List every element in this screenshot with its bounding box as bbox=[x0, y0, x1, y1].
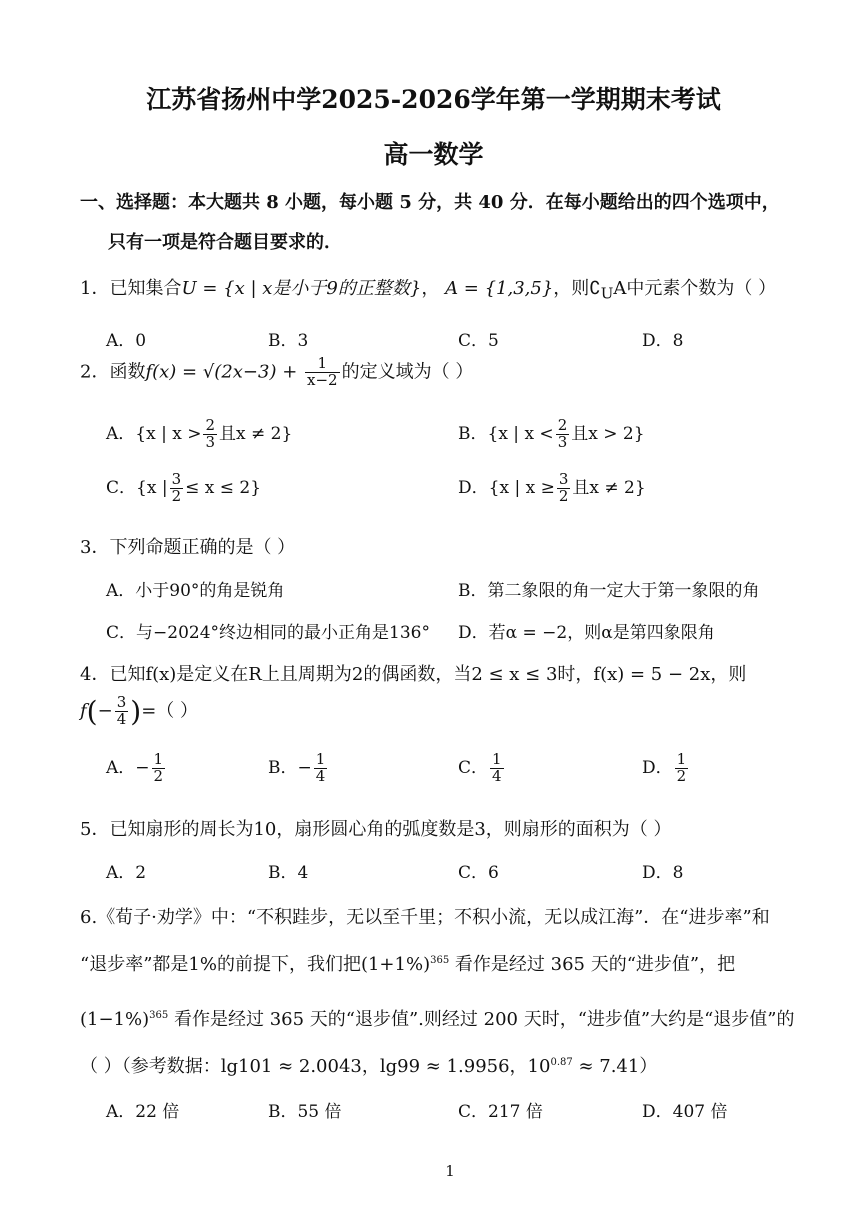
fraction-numerator: 1 bbox=[315, 750, 326, 768]
option-text: {x | x < bbox=[487, 423, 554, 444]
fraction-numerator: 1 bbox=[676, 750, 687, 768]
question-5 bbox=[80, 815, 672, 841]
section-heading: 一、选择题：本大题共 8 小题，每小题 5 分，共 40 分．在每小题给出的四个选项中， bbox=[80, 192, 780, 213]
option-b: B．4 bbox=[268, 863, 309, 883]
option-label: D． bbox=[458, 477, 489, 498]
option-d bbox=[458, 472, 646, 505]
question-text: （ ）（参考数据：lg101 ≈ 2.0043，lg99 ≈ 1.9956，10 bbox=[80, 1056, 551, 1077]
fraction-denominator: 4 bbox=[116, 710, 127, 728]
question-6-line3 bbox=[80, 1005, 795, 1031]
option-label: A． bbox=[106, 757, 136, 778]
question-text: 《荀子·劝学》中：“不积跬步，无以至千里；不积小流，无以成江海”．在“进步率”和 bbox=[97, 907, 770, 928]
question-text: 看作是经过 365 天的“进步值”，把 bbox=[454, 954, 736, 975]
question-number: 6. bbox=[80, 907, 98, 928]
option-b bbox=[268, 752, 329, 785]
question-4 bbox=[80, 660, 746, 686]
option-a: A．0 bbox=[106, 331, 147, 351]
fraction-numerator: 3 bbox=[171, 470, 182, 488]
question-text: 函数 bbox=[109, 361, 146, 383]
question-text: 的定义域为（ ） bbox=[341, 361, 474, 383]
fraction bbox=[556, 418, 570, 451]
option-c: C．6 bbox=[458, 863, 499, 883]
option-a bbox=[106, 418, 292, 451]
option-c bbox=[458, 752, 506, 785]
question-text: 已知集合 bbox=[109, 278, 182, 299]
question-number: 4． bbox=[80, 664, 110, 685]
fraction-denominator: 2 bbox=[676, 766, 687, 785]
fraction bbox=[115, 695, 129, 728]
option-b: B．3 bbox=[268, 331, 309, 351]
question-3 bbox=[80, 533, 295, 559]
question-number: 1． bbox=[80, 278, 110, 299]
fraction-numerator: 1 bbox=[153, 750, 164, 768]
exam-subtitle: 高一数学 bbox=[383, 140, 484, 169]
question-text: 已知f(x)是定义在R上且周期为2的偶函数，当2 ≤ x ≤ 3时，f(x) = 5 − 2x，则 bbox=[109, 664, 747, 685]
question-text: “退步率”都是1%的前提下，我们把(1+1%) bbox=[80, 954, 431, 975]
question-text: 已知扇形的周长为10，扇形圆心角的弧度数是3，则扇形的面积为（ ） bbox=[109, 819, 672, 840]
option-c bbox=[106, 472, 261, 505]
option-text: 且x ≠ 2} bbox=[219, 423, 293, 444]
question-4-expression bbox=[80, 695, 198, 728]
option-d: D．8 bbox=[642, 863, 684, 883]
set-u: U = {x | x是小于9的正整数} bbox=[181, 278, 422, 299]
fraction bbox=[557, 472, 571, 505]
option-b bbox=[458, 418, 645, 451]
question-1: 1．已知集合U = {x | x是小于9的正整数}， A = {1,3,5}，则$∁_UA$中元素个数为（ ） bbox=[80, 278, 777, 303]
question-6-line4 bbox=[80, 1052, 657, 1078]
option-a bbox=[106, 752, 167, 785]
question-text: ≈ 7.41） bbox=[572, 1056, 658, 1077]
option-d: D．若α = −2，则α是第四象限角 bbox=[458, 623, 715, 643]
fraction bbox=[675, 752, 689, 785]
function-name: f bbox=[80, 700, 87, 722]
fraction bbox=[170, 472, 184, 505]
option-d: D．8 bbox=[642, 331, 684, 351]
option-text: {x | bbox=[136, 477, 168, 498]
option-text: {x | x > bbox=[135, 423, 202, 444]
fraction-numerator: 2 bbox=[205, 416, 216, 434]
fraction-numerator: 1 bbox=[492, 750, 502, 768]
fraction bbox=[305, 356, 340, 389]
question-number: 5． bbox=[80, 819, 110, 840]
option-label: C． bbox=[458, 757, 489, 778]
option-c: C．5 bbox=[458, 331, 499, 351]
question-text: 看作是经过 365 天的“退步值”.则经过 200 天时，“进步值”大约是“退步值”的 bbox=[173, 1009, 795, 1030]
question-text: A中元素个数为（ ） bbox=[613, 278, 777, 299]
option-a: A．小于90°的角是锐角 bbox=[106, 581, 285, 601]
exponent: 365 bbox=[149, 1010, 169, 1021]
fraction bbox=[314, 752, 328, 785]
fraction-denominator: x−2 bbox=[307, 370, 338, 389]
subscript: U bbox=[600, 284, 614, 303]
section-heading-line2: 只有一项是符合题目要求的． bbox=[108, 232, 342, 253]
option-a: A．2 bbox=[106, 863, 147, 883]
minus-sign: − bbox=[135, 757, 150, 778]
fraction-denominator: 4 bbox=[315, 766, 326, 785]
fraction-numerator: 3 bbox=[558, 470, 569, 488]
fraction-numerator: 3 bbox=[116, 693, 127, 712]
question-number: 3． bbox=[80, 537, 110, 558]
option-text: 且x ≠ 2} bbox=[572, 477, 646, 498]
page-number: 1 bbox=[445, 1162, 455, 1180]
fraction bbox=[203, 418, 217, 451]
fraction bbox=[490, 752, 504, 785]
option-text: {x | x ≥ bbox=[488, 477, 555, 498]
option-d bbox=[642, 752, 690, 785]
question-2 bbox=[80, 356, 473, 389]
exam-title: 江苏省扬州中学2025-2026学年第一学期期末考试 bbox=[146, 85, 721, 114]
fraction bbox=[152, 752, 166, 785]
question-6 bbox=[80, 903, 770, 929]
option-text: 且x > 2} bbox=[571, 423, 645, 444]
question-number: 2． bbox=[80, 361, 110, 383]
question-text: =（ ） bbox=[141, 700, 198, 722]
exponent: 365 bbox=[430, 955, 450, 966]
question-text: ，则∁ bbox=[553, 278, 601, 299]
fraction-denominator: 2 bbox=[558, 486, 569, 505]
option-d: D．407 倍 bbox=[642, 1102, 728, 1122]
fraction-denominator: 4 bbox=[492, 766, 502, 785]
function-expression: f(x) = √(2x−3) + bbox=[145, 361, 304, 383]
minus-sign: − bbox=[97, 700, 113, 722]
question-text: 下列命题正确的是（ ） bbox=[109, 537, 296, 558]
fraction-denominator: 2 bbox=[171, 486, 182, 505]
option-label: B． bbox=[458, 423, 488, 444]
left-paren: ( bbox=[86, 695, 98, 728]
option-c: C．217 倍 bbox=[458, 1102, 543, 1122]
option-b: B．55 倍 bbox=[268, 1102, 342, 1122]
question-text: (1−1%) bbox=[80, 1009, 150, 1030]
exponent: 0.87 bbox=[550, 1057, 573, 1068]
fraction-denominator: 3 bbox=[205, 432, 216, 451]
fraction-denominator: 2 bbox=[153, 766, 164, 785]
fraction-numerator: 2 bbox=[557, 416, 568, 434]
fraction-denominator: 3 bbox=[557, 432, 568, 451]
minus-sign: − bbox=[297, 757, 312, 778]
set-a: A = {1,3,5} bbox=[445, 278, 554, 299]
question-6-line2 bbox=[80, 950, 735, 976]
option-b: B．第二象限的角一定大于第一象限的角 bbox=[458, 581, 760, 601]
option-text: ≤ x ≤ 2} bbox=[185, 477, 262, 498]
option-label: C． bbox=[106, 477, 137, 498]
option-label: B． bbox=[268, 757, 298, 778]
option-label: D． bbox=[642, 757, 673, 778]
option-label: A． bbox=[106, 423, 136, 444]
option-a: A．22 倍 bbox=[106, 1102, 180, 1122]
option-c: C．与−2024°终边相同的最小正角是136° bbox=[106, 623, 430, 643]
right-paren: ) bbox=[130, 695, 142, 728]
fraction-numerator: 1 bbox=[305, 356, 340, 373]
